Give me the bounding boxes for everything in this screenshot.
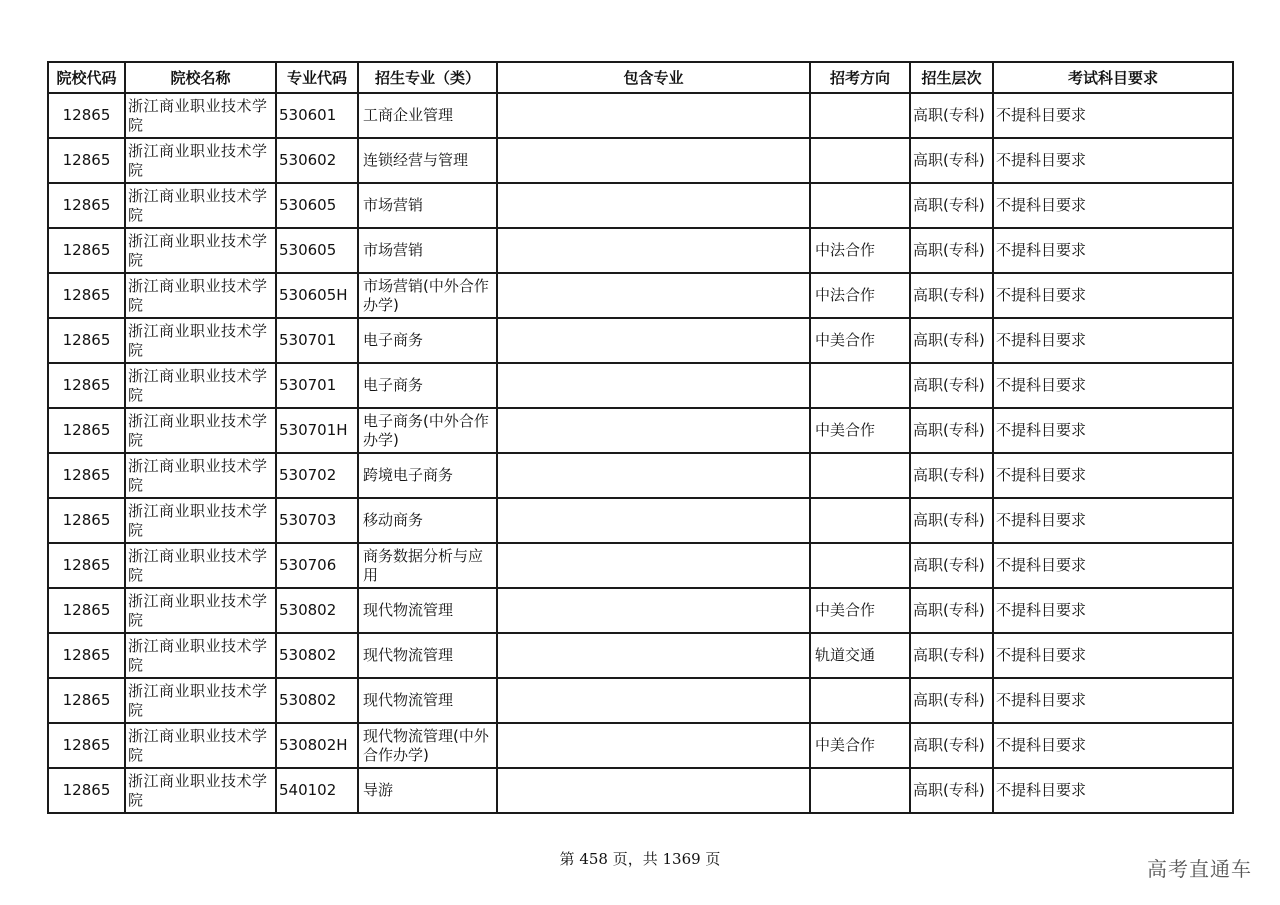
cell-major: 跨境电子商务 [358, 453, 497, 498]
cell-direction: 中美合作 [810, 408, 910, 453]
cell-requirement: 不提科目要求 [993, 228, 1233, 273]
cell-level: 高职(专科) [910, 498, 993, 543]
cell-level: 高职(专科) [910, 768, 993, 813]
table-row [48, 543, 1233, 588]
table-row [48, 633, 1233, 678]
table-row [48, 498, 1233, 543]
cell-major: 现代物流管理 [358, 588, 497, 633]
cell-level: 高职(专科) [910, 723, 993, 768]
table-row [48, 723, 1233, 768]
cell-school-code: 12865 [48, 318, 125, 363]
cell-requirement: 不提科目要求 [993, 543, 1233, 588]
cell-major: 市场营销 [358, 183, 497, 228]
cell-school-name: 浙江商业职业技术学院 [125, 183, 276, 228]
cell-major-code: 530802 [276, 633, 358, 678]
cell-level: 高职(专科) [910, 543, 993, 588]
header-school-name: 院校名称 [125, 62, 276, 93]
cell-included [497, 273, 810, 318]
cell-school-code: 12865 [48, 408, 125, 453]
cell-school-name: 浙江商业职业技术学院 [125, 543, 276, 588]
cell-major-code: 530701 [276, 318, 358, 363]
cell-major-code: 530702 [276, 453, 358, 498]
cell-school-code: 12865 [48, 633, 125, 678]
cell-school-code: 12865 [48, 543, 125, 588]
cell-included [497, 453, 810, 498]
cell-included [497, 183, 810, 228]
cell-major: 商务数据分析与应用 [358, 543, 497, 588]
cell-major-code: 530602 [276, 138, 358, 183]
cell-school-code: 12865 [48, 453, 125, 498]
cell-major-code: 530703 [276, 498, 358, 543]
cell-major-code: 530802 [276, 588, 358, 633]
cell-direction: 中法合作 [810, 228, 910, 273]
cell-major: 现代物流管理 [358, 678, 497, 723]
cell-school-name: 浙江商业职业技术学院 [125, 318, 276, 363]
cell-major: 电子商务(中外合作办学) [358, 408, 497, 453]
cell-direction [810, 183, 910, 228]
cell-school-name: 浙江商业职业技术学院 [125, 408, 276, 453]
header-major: 招生专业（类） [358, 62, 497, 93]
cell-requirement: 不提科目要求 [993, 363, 1233, 408]
table-row [48, 93, 1233, 138]
watermark-logo: 高考直通车 [1147, 857, 1252, 881]
cell-major: 导游 [358, 768, 497, 813]
cell-school-code: 12865 [48, 93, 125, 138]
cell-level: 高职(专科) [910, 93, 993, 138]
cell-level: 高职(专科) [910, 228, 993, 273]
cell-included [497, 768, 810, 813]
cell-direction: 中美合作 [810, 588, 910, 633]
cell-level: 高职(专科) [910, 588, 993, 633]
table-row [48, 318, 1233, 363]
cell-school-name: 浙江商业职业技术学院 [125, 363, 276, 408]
cell-included [497, 723, 810, 768]
cell-major-code: 530701 [276, 363, 358, 408]
cell-direction: 中美合作 [810, 723, 910, 768]
cell-major-code: 530605H [276, 273, 358, 318]
cell-school-name: 浙江商业职业技术学院 [125, 498, 276, 543]
cell-direction [810, 543, 910, 588]
cell-included [497, 363, 810, 408]
cell-school-code: 12865 [48, 273, 125, 318]
table-row [48, 588, 1233, 633]
header-level: 招生层次 [910, 62, 993, 93]
cell-school-code: 12865 [48, 588, 125, 633]
cell-direction [810, 768, 910, 813]
header-row [48, 62, 1233, 93]
cell-major-code: 540102 [276, 768, 358, 813]
cell-direction: 中美合作 [810, 318, 910, 363]
cell-direction [810, 138, 910, 183]
page-number: 第 458 页，共 1369 页 [559, 850, 721, 868]
cell-school-code: 12865 [48, 363, 125, 408]
cell-school-code: 12865 [48, 183, 125, 228]
cell-school-name: 浙江商业职业技术学院 [125, 453, 276, 498]
header-school-code: 院校代码 [48, 62, 125, 93]
cell-school-name: 浙江商业职业技术学院 [125, 723, 276, 768]
cell-requirement: 不提科目要求 [993, 93, 1233, 138]
cell-included [497, 588, 810, 633]
header-major-code: 专业代码 [276, 62, 358, 93]
table-row [48, 678, 1233, 723]
enrollment-table [47, 61, 1234, 814]
cell-major: 电子商务 [358, 363, 497, 408]
table-row [48, 453, 1233, 498]
cell-included [497, 93, 810, 138]
cell-level: 高职(专科) [910, 678, 993, 723]
cell-direction [810, 453, 910, 498]
table-row [48, 273, 1233, 318]
table-row [48, 768, 1233, 813]
cell-major-code: 530701H [276, 408, 358, 453]
cell-school-code: 12865 [48, 498, 125, 543]
cell-direction: 轨道交通 [810, 633, 910, 678]
cell-requirement: 不提科目要求 [993, 588, 1233, 633]
cell-major: 市场营销 [358, 228, 497, 273]
cell-included [497, 138, 810, 183]
cell-included [497, 633, 810, 678]
cell-school-name: 浙江商业职业技术学院 [125, 768, 276, 813]
cell-major: 工商企业管理 [358, 93, 497, 138]
header-included: 包含专业 [497, 62, 810, 93]
table-row [48, 363, 1233, 408]
cell-included [497, 228, 810, 273]
cell-major-code: 530802 [276, 678, 358, 723]
cell-school-name: 浙江商业职业技术学院 [125, 678, 276, 723]
cell-major: 现代物流管理(中外合作办学) [358, 723, 497, 768]
cell-requirement: 不提科目要求 [993, 453, 1233, 498]
cell-school-name: 浙江商业职业技术学院 [125, 228, 276, 273]
cell-requirement: 不提科目要求 [993, 138, 1233, 183]
cell-requirement: 不提科目要求 [993, 183, 1233, 228]
cell-school-name: 浙江商业职业技术学院 [125, 273, 276, 318]
header-direction: 招考方向 [810, 62, 910, 93]
cell-level: 高职(专科) [910, 408, 993, 453]
header-requirement: 考试科目要求 [993, 62, 1233, 93]
cell-level: 高职(专科) [910, 183, 993, 228]
cell-major-code: 530802H [276, 723, 358, 768]
cell-level: 高职(专科) [910, 363, 993, 408]
cell-level: 高职(专科) [910, 273, 993, 318]
cell-school-code: 12865 [48, 723, 125, 768]
cell-major-code: 530601 [276, 93, 358, 138]
cell-requirement: 不提科目要求 [993, 723, 1233, 768]
cell-direction [810, 498, 910, 543]
cell-school-code: 12865 [48, 138, 125, 183]
cell-requirement: 不提科目要求 [993, 768, 1233, 813]
cell-direction [810, 678, 910, 723]
cell-included [497, 678, 810, 723]
cell-major-code: 530605 [276, 183, 358, 228]
cell-requirement: 不提科目要求 [993, 318, 1233, 363]
cell-included [497, 318, 810, 363]
cell-major: 连锁经营与管理 [358, 138, 497, 183]
cell-requirement: 不提科目要求 [993, 678, 1233, 723]
cell-school-name: 浙江商业职业技术学院 [125, 93, 276, 138]
cell-requirement: 不提科目要求 [993, 498, 1233, 543]
cell-requirement: 不提科目要求 [993, 408, 1233, 453]
cell-major: 现代物流管理 [358, 633, 497, 678]
cell-requirement: 不提科目要求 [993, 273, 1233, 318]
cell-level: 高职(专科) [910, 633, 993, 678]
cell-included [497, 408, 810, 453]
cell-major: 市场营销(中外合作办学) [358, 273, 497, 318]
cell-level: 高职(专科) [910, 138, 993, 183]
table-row [48, 228, 1233, 273]
cell-major-code: 530605 [276, 228, 358, 273]
cell-direction: 中法合作 [810, 273, 910, 318]
cell-school-name: 浙江商业职业技术学院 [125, 633, 276, 678]
cell-school-code: 12865 [48, 768, 125, 813]
cell-major-code: 530706 [276, 543, 358, 588]
cell-school-code: 12865 [48, 228, 125, 273]
cell-school-code: 12865 [48, 678, 125, 723]
cell-level: 高职(专科) [910, 453, 993, 498]
cell-school-name: 浙江商业职业技术学院 [125, 138, 276, 183]
cell-direction [810, 93, 910, 138]
cell-major: 移动商务 [358, 498, 497, 543]
cell-direction [810, 363, 910, 408]
table-row [48, 183, 1233, 228]
cell-school-name: 浙江商业职业技术学院 [125, 588, 276, 633]
table-row [48, 408, 1233, 453]
cell-level: 高职(专科) [910, 318, 993, 363]
table-row [48, 138, 1233, 183]
cell-included [497, 498, 810, 543]
cell-requirement: 不提科目要求 [993, 633, 1233, 678]
cell-major: 电子商务 [358, 318, 497, 363]
cell-included [497, 543, 810, 588]
